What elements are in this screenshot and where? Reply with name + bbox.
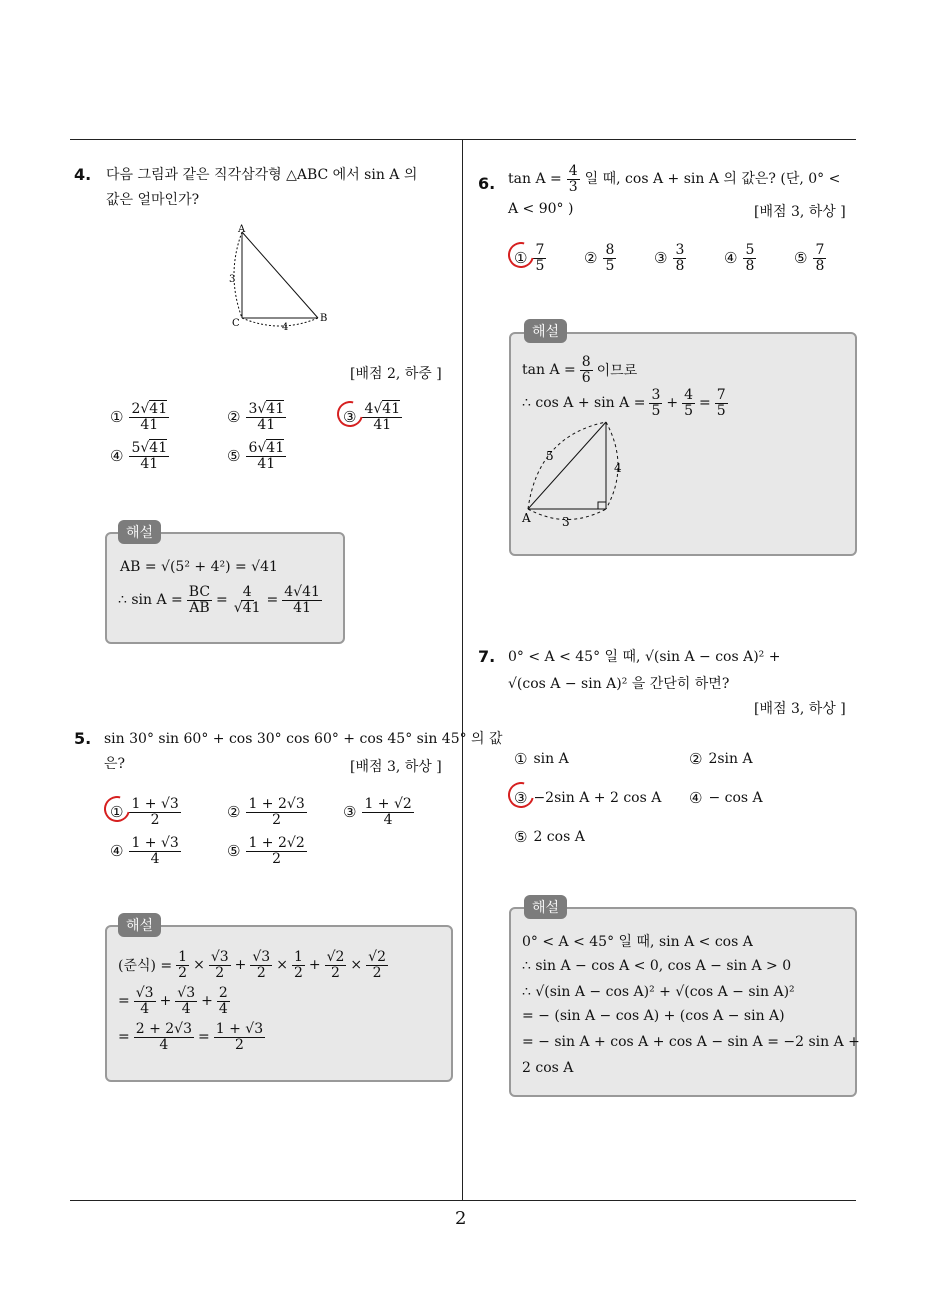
question-4-text-line1: 다음 그림과 같은 직각삼각형 △ABC 에서 sin A 의 [106, 167, 418, 183]
q7-solution-line3: ∴ √(sin A − cos A)² + √(cos A − sin A)² [522, 984, 795, 1000]
q5-option-5[interactable]: ⑤ $\frac{1 + 2√2}{2}$ [227, 835, 305, 867]
q7-option-3[interactable] [514, 789, 661, 807]
question-6-score: [배점 3, 하상 ] [754, 204, 846, 220]
option-number: ③ [514, 789, 527, 807]
label-c: C [232, 318, 240, 329]
q5-option-3[interactable]: ③ $\frac{1 + √2}{4}$ [343, 796, 412, 828]
option-text: 2 cos A [533, 829, 585, 845]
question-6-number: 6. [478, 174, 496, 193]
question-7-text-line2: √(cos A − sin A)² 을 간단히 하면? [508, 676, 730, 692]
label-side-4: 4 [614, 461, 622, 475]
option-number: ③ [654, 249, 668, 268]
option-number: ② [584, 249, 598, 268]
label-side-5: 5 [546, 449, 554, 463]
label-side-4: 4 [282, 322, 289, 333]
q6-option-1[interactable]: ① $\frac{7}{5}$ [514, 243, 546, 273]
option-number: ⑤ [514, 828, 528, 846]
q7-option-2[interactable] [689, 750, 753, 768]
question-5-text-line1: sin 30° sin 60° + cos 30° cos 60° + cos 45° sin 45° 의 값 [104, 731, 503, 747]
option-number: ③ [343, 408, 356, 426]
q7-solution-line4: = − (sin A − cos A) + (cos A − sin A) [522, 1008, 785, 1024]
q6-solution-tag: 해설 [524, 319, 567, 343]
q7-option-5[interactable] [514, 828, 585, 846]
option-number: ② [227, 408, 241, 427]
option-number: ⑤ [227, 447, 241, 466]
option-text: 2sin A [708, 751, 753, 767]
question-7-number: 7. [478, 647, 496, 666]
option-text: sin A [533, 751, 569, 767]
label-side-3: 3 [229, 274, 236, 285]
option-number: ① [110, 803, 123, 821]
option-number: ① [514, 249, 527, 267]
q7-solution-line5: = − sin A + cos A + cos A − sin A = −2 sin A + [522, 1034, 860, 1050]
q5-option-4[interactable]: ④ $\frac{1 + √3}{4}$ [110, 835, 179, 867]
question-4-score: [배점 2, 하중 ] [350, 366, 442, 382]
question-7-text-line1: 0° < A < 45° 일 때, √(sin A − cos A)² + [508, 649, 781, 665]
option-number: ② [227, 803, 241, 822]
q4-option-3[interactable]: ③ $\frac{4√41}{41}$ [343, 402, 402, 432]
q6-option-2[interactable]: ② $\frac{8}{5}$ [584, 242, 615, 274]
question-4-triangle-figure [222, 222, 334, 334]
q7-option-1[interactable] [514, 750, 569, 768]
q5-solution-line3: = $\frac{2 + 2√3}{4}$ = $\frac{1 + √3}{2}$ [118, 1021, 264, 1053]
question-6-text-line2: A < 90° ) [508, 201, 574, 217]
q7-solution-line2: ∴ sin A − cos A < 0, cos A − sin A > 0 [522, 958, 792, 974]
q4-option-1[interactable]: ① $\frac{2√41}{41}$ [110, 401, 168, 433]
option-number: ② [689, 750, 703, 768]
q6-option-5[interactable]: ⑤ $\frac{7}{8}$ [794, 242, 825, 274]
option-number: ④ [110, 447, 124, 466]
option-number: ⑤ [227, 842, 241, 861]
label-b: B [320, 313, 328, 324]
question-5-text-line2: 은? [104, 756, 126, 772]
option-number: ④ [724, 249, 738, 268]
q4-option-5[interactable]: ⑤ $\frac{6√41}{41}$ [227, 440, 285, 472]
q6-option-4[interactable]: ④ $\frac{5}{8}$ [724, 242, 755, 274]
question-5-score: [배점 3, 하상 ] [350, 759, 442, 775]
q6-option-3[interactable]: ③ $\frac{3}{8}$ [654, 242, 685, 274]
option-text: −2sin A + 2 cos A [533, 790, 662, 806]
label-side-3: 3 [562, 515, 570, 529]
q5-solution-line2: = $\frac{√3}{4}$ + $\frac{√3}{4}$ + $\frac{2}{4}$ [118, 985, 228, 1017]
option-number: ① [514, 750, 528, 768]
q5-solution-tag: 해설 [118, 913, 161, 937]
question-5-number: 5. [74, 729, 92, 748]
label-a: A [238, 224, 246, 235]
question-4-number: 4. [74, 165, 92, 184]
question-4-text-line2: 값은 얼마인가? [106, 192, 200, 208]
option-number: ⑤ [794, 249, 808, 268]
label-a: A [522, 511, 531, 525]
q5-solution-line1: (준식) = $\frac{1}{2}$ × $\frac{√3}{2}$ + $\frac{√3}{2}$ × $\frac{1}{2}$ + $\frac{√2}{2}$ × $\frac{√2}{2}$ [118, 949, 386, 981]
top-rule [70, 139, 856, 140]
q4-solution-line1: AB = √(5² + 4²) = √41 [120, 559, 278, 575]
option-number: ③ [343, 803, 357, 822]
q7-solution-tag: 해설 [524, 895, 567, 919]
q6-triangle-figure [518, 416, 638, 532]
q5-option-2[interactable]: ② $\frac{1 + 2√3}{2}$ [227, 796, 305, 828]
q7-option-4[interactable] [689, 789, 763, 807]
question-7-score: [배점 3, 하상 ] [754, 701, 846, 717]
answer-mark-circle [503, 777, 539, 813]
q6-solution-line2: ∴ cos A + sin A = $\frac{3}{5}$ + $\frac{4}{5}$ = $\frac{7}{5}$ [522, 387, 726, 419]
q4-option-2[interactable]: ② $\frac{3√41}{41}$ [227, 401, 285, 433]
bottom-rule [70, 1200, 856, 1201]
option-text: − cos A [708, 790, 763, 806]
q4-option-4[interactable]: ④ $\frac{5√41}{41}$ [110, 440, 168, 472]
option-number: ① [110, 408, 124, 427]
option-number: ④ [689, 789, 703, 807]
q5-option-1[interactable]: ① $\frac{1 + √3}{2}$ [110, 797, 181, 827]
question-6-text-line1: tan A = $\frac{4}{3}$ 일 때, cos A + sin A 의 값은? (단, 0° < [508, 163, 841, 195]
column-divider [462, 139, 463, 1201]
q4-solution-tag: 해설 [118, 520, 161, 544]
page-number: 2 [455, 1208, 467, 1229]
q6-solution-line1: tan A = $\frac{8}{6}$ 이므로 [522, 354, 638, 386]
q4-solution-line2: ∴ sin A = $\frac{BC}{AB}$ = $\frac{4}{√41}$ = $\frac{4√41}{41}$ [118, 584, 320, 616]
q7-solution-line6: 2 cos A [522, 1060, 574, 1076]
option-number: ④ [110, 842, 124, 861]
q7-solution-line1: 0° < A < 45° 일 때, sin A < cos A [522, 934, 753, 950]
